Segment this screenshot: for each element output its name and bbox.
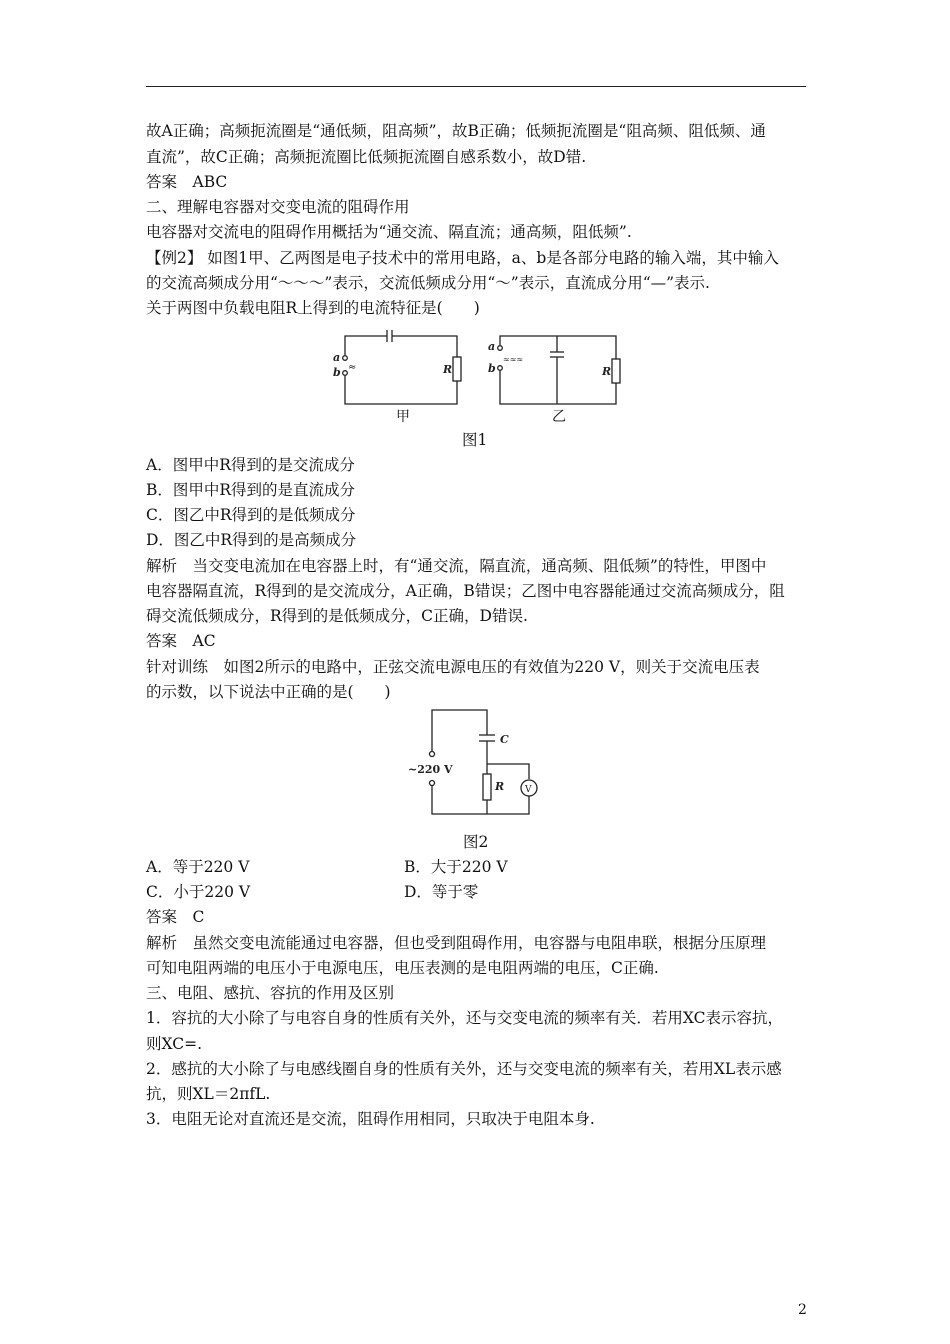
figure-2-circuit (406, 704, 556, 828)
terminal-a (498, 346, 503, 351)
answer-line: 答案 ABC (146, 173, 228, 191)
text-line: 2．感抗的大小除了与电感线圈自身的性质有关外，还与交变电流的频率有关，若用XL表示感 (146, 1060, 782, 1078)
training-line: 的示数，以下说法中正确的是( ) (146, 683, 391, 701)
text-line: 则XC=. (146, 1035, 203, 1053)
source-terminal (430, 752, 435, 757)
text-line: 故A正确；高频扼流圈是“通低频，阻高频”，故B正确；低频扼流圈是“阻高频、阻低频、通 (146, 122, 766, 140)
analysis-line: 解析 虽然交变电流能通过电容器，但也受到阻碍作用，电容器与电阻串联，根据分压原理 (146, 934, 767, 952)
terminal-a (343, 356, 348, 361)
option-c: C．小于220 V (146, 883, 251, 901)
terminal-b (498, 366, 503, 371)
example-line: 【例2】 如图1甲、乙两图是电子技术中的常用电路，a、b是各部分电路的输入端，其中输入 (146, 249, 779, 267)
option-a: A．等于220 V (146, 858, 250, 876)
analysis-line: 解析 当交变电流加在电容器上时，有“通交流，隔直流，通高频、阻低频”的特性，甲图中 (146, 557, 767, 575)
text-line: 抗，则XL＝2πfL. (146, 1085, 271, 1103)
label-c: C (500, 733, 509, 746)
text-line: 电容器对交流电的阻碍作用概括为“通交流、隔直流；通高频，阻低频”. (146, 223, 632, 241)
terminal-b (343, 371, 348, 376)
text-line: 1．容抗的大小除了与电容自身的性质有关外，还与交变电流的频率有关．若用XC表示容抗， (146, 1009, 783, 1027)
label-b: b (333, 366, 341, 379)
label-a: a (333, 351, 341, 364)
option-d: D．图乙中R得到的是高频成分 (146, 531, 357, 549)
resistor (483, 774, 491, 800)
text-line: 的交流高频成分用“～～～”表示，交流低频成分用“～”表示，直流成分用“—”表示. (146, 274, 710, 292)
analysis-line: 电容器隔直流，R得到的是交流成分，A正确，B错误；乙图中电容器能通过交流高频成分，阻 (146, 582, 785, 600)
source-terminal (430, 781, 435, 786)
figure-2-caption: 图2 (463, 833, 489, 851)
option-a: A．图甲中R得到的是交流成分 (146, 456, 355, 474)
figure-1-circuits (320, 326, 640, 426)
label-r: R (443, 363, 453, 376)
label-yi: 乙 (552, 409, 566, 425)
label-v: V (525, 785, 532, 795)
label-b: b (488, 362, 496, 375)
option-c: C．图乙中R得到的是低频成分 (146, 506, 356, 524)
question-line: 关于两图中负载电阻R上得到的电流特征是( ) (146, 299, 480, 317)
analysis-line: 可知电阻两端的电压小于电源电压，电压表测的是电阻两端的电压，C正确. (146, 959, 659, 977)
section-heading: 三、电阻、感抗、容抗的作用及区别 (146, 984, 395, 1002)
training-line: 针对训练 如图2所示的电路中，正弦交流电源电压的有效值为220 V，则关于交流电压表 (146, 658, 760, 676)
label-r: R (495, 780, 505, 793)
source-symbol: ≈ (348, 362, 357, 373)
text-line: 直流”，故C正确；高频扼流圈比低频扼流圈自感系数小，故D错. (146, 148, 587, 166)
section-heading: 二、理解电容器对交变电流的阻碍作用 (146, 198, 410, 216)
figure-1-caption: 图1 (462, 431, 488, 449)
label-a: a (488, 340, 496, 353)
option-b: B．图甲中R得到的是直流成分 (146, 481, 356, 499)
analysis-line: 碍交流低频成分，R得到的是低频成分，C正确，D错误. (146, 607, 528, 625)
resistor-yi (612, 359, 620, 383)
source-symbol: ≈≈≈ (503, 355, 524, 364)
answer-line: 答案 C (146, 908, 205, 926)
label-source: ~220 V (408, 763, 453, 776)
option-b: B．大于220 V (404, 858, 508, 876)
label-r: R (602, 365, 612, 378)
resistor-jia (453, 357, 461, 381)
header-rule (146, 86, 806, 87)
option-d: D．等于零 (404, 883, 479, 901)
label-jia: 甲 (396, 409, 410, 425)
answer-line: 答案 AC (146, 632, 216, 650)
page-number: 2 (798, 1302, 807, 1318)
circuit-jia-wire (345, 336, 387, 355)
text-line: 3．电阻无论对直流还是交流，阻碍作用相同，只取决于电阻本身. (146, 1110, 595, 1128)
